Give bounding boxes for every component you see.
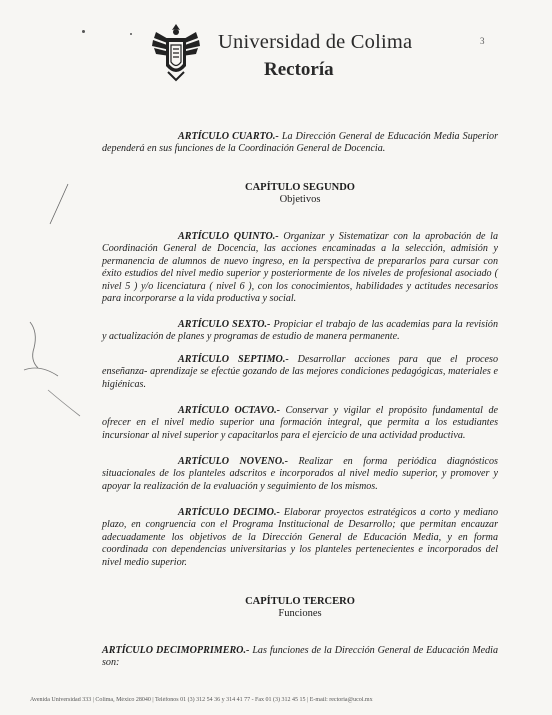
article-paragraph bbox=[102, 319, 498, 344]
article-heading: ARTÍCULO CUARTO.- bbox=[178, 131, 279, 142]
article-heading: ARTÍCULO SEPTIMO.- bbox=[178, 354, 289, 365]
article-heading: ARTÍCULO QUINTO.- bbox=[178, 231, 279, 242]
article-heading: ARTÍCULO NOVENO.- bbox=[178, 456, 289, 467]
chapter-heading bbox=[102, 182, 498, 206]
article-paragraph bbox=[102, 645, 498, 670]
university-crest-logo bbox=[150, 22, 202, 82]
handwritten-mark bbox=[0, 180, 100, 420]
article-text: Propiciar el trabajo de las academias para la revisión y actualización de planes y programas de estudio de manera permanente. bbox=[102, 319, 498, 343]
page-number: 3 bbox=[480, 36, 485, 46]
article-text: Elaborar proyectos estratégicos a corto y mediano plazo, en congruencia con el Programa Institucional de Desarrollo; que permitan encauzar adecuadamente los objetivos de la Dirección General de Educación Media, y en forma coordinada con dependencias universitarias y los planteles pertenecientes e incorporados del nivel medio superior. bbox=[102, 507, 499, 568]
scan-speck bbox=[82, 30, 85, 33]
office-title: Rectoría bbox=[264, 59, 334, 80]
article-text: Las funciones de la Dirección General de Educación Media son: bbox=[102, 645, 499, 669]
scan-speck bbox=[130, 33, 132, 35]
chapter-title: CAPÍTULO TERCERO bbox=[245, 596, 355, 607]
university-name: Universidad de Colima bbox=[218, 31, 413, 53]
article-heading: ARTÍCULO SEXTO.- bbox=[178, 319, 271, 330]
chapter-heading bbox=[102, 596, 498, 620]
article-text: Desarrollar acciones para que el proceso enseñanza- aprendizaje se efectúe gozando de las mejores condiciones pedagógicas, materiales e higiénicas. bbox=[102, 354, 498, 390]
article-heading: ARTÍCULO OCTAVO.- bbox=[178, 405, 281, 416]
article-paragraph bbox=[102, 405, 498, 442]
article-paragraph bbox=[102, 131, 498, 156]
article-paragraph bbox=[102, 354, 498, 391]
article-paragraph bbox=[102, 231, 498, 305]
footer-address: Avenida Universidad 333 | Colima, México 28040 | Teléfonos 01 (3) 312 54 36 y 314 41 77 - Fax 01 (3) 312 45 15 | E-mail: rectoria@ucol.mx bbox=[30, 697, 373, 703]
chapter-subtitle: Objetivos bbox=[279, 194, 321, 205]
article-text: Realizar en forma periódica diagnósticos situacionales de los planteles adscritos e incorporados al nivel medio superior, y promover y apoyar la realización de la evaluación y seguimiento de los mismos. bbox=[102, 456, 498, 492]
chapter-subtitle: Funciones bbox=[278, 608, 322, 619]
article-heading: ARTÍCULO DECIMOPRIMERO.- bbox=[102, 645, 250, 656]
article-text: La Dirección General de Educación Media Superior dependerá en sus funciones de la Coordinación General de Docencia. bbox=[102, 131, 498, 155]
article-paragraph bbox=[102, 456, 498, 493]
article-text: Organizar y Sistematizar con la aprobación de la Coordinación General de Docencia, las acciones encaminadas a la selección, admisión y permanencia de alumnos de nuevo ingreso, en la perspectiva de prepararlos para cursar con éxito estudios del nivel medio superior y posteriormente de los niveles de profesional asociado ( nivel 5 ) y/o licenciatura ( nivel 6 ), con los conocimientos, habilidades y actitudes necesarios para incorporarse a la vida productiva y social. bbox=[102, 231, 498, 305]
article-text: Conservar y vigilar el propósito fundamental de ofrecer en el nivel medio superior una formación integral, que permita a los estudiantes incursionar al nivel superior y capacitarlos para el ejercicio de una actividad productiva. bbox=[102, 405, 498, 441]
chapter-title: CAPÍTULO SEGUNDO bbox=[245, 182, 355, 193]
article-heading: ARTÍCULO DECIMO.- bbox=[178, 507, 280, 518]
article-paragraph bbox=[102, 507, 498, 569]
